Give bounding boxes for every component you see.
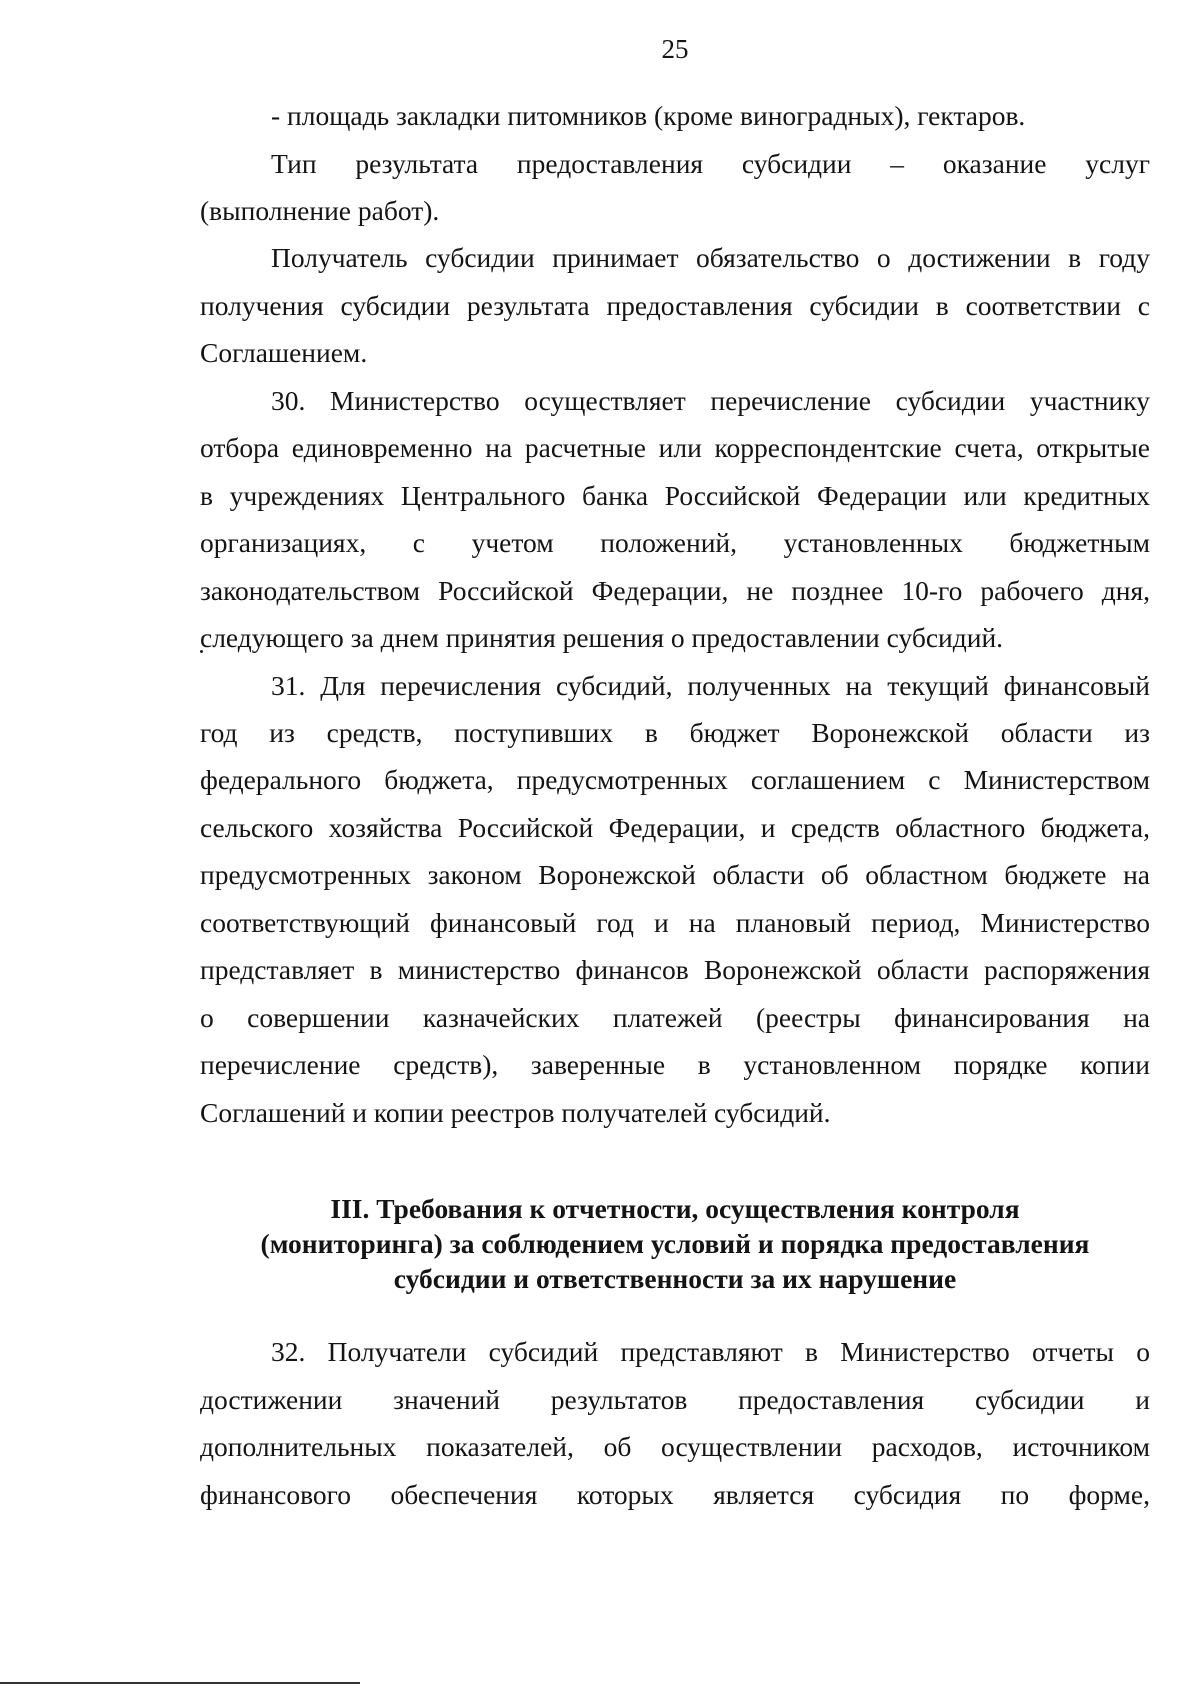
paragraph-line: финансового обеспечения которых является субсидия по форме, [200, 1479, 1150, 1510]
page-number-text: 25 [661, 34, 689, 64]
section-heading-line: III. Требования к отчетности, осуществления контроля [330, 1193, 1020, 1224]
paragraph-line: Соглашений и копии реестров получателей субсидий. [200, 1097, 831, 1128]
paragraph-line: достижении значений результатов предоставления субсидии и [200, 1384, 1150, 1415]
paragraph-line: предусмотренных законом Воронежской области об областном бюджете на [200, 859, 1150, 890]
paragraph-line: законодательством Российской Федерации, не позднее 10-го рабочего дня, [200, 575, 1150, 606]
paragraph-line: 30. Министерство осуществляет перечисление субсидии участнику [271, 385, 1150, 416]
paragraph-line: 31. Для перечисления субсидий, полученных на текущий финансовый [271, 670, 1150, 701]
paragraph-line: перечисление средств), заверенные в установленном порядке копии [200, 1049, 1150, 1080]
paragraph-line: представляет в министерство финансов Воронежской области распоряжения [200, 954, 1150, 985]
section-heading-line: (мониторинга) за соблюдением условий и порядка предоставления [260, 1228, 1090, 1259]
paragraph-line: Тип результата предоставления субсидии – оказание услуг [271, 148, 1150, 179]
paragraph-line: Получатель субсидии принимает обязательство о достижении в году [271, 242, 1150, 273]
paragraph-line: отбора единовременно на расчетные или корреспондентские счета, открытые [200, 432, 1150, 463]
paragraph-line: - площадь закладки питомников (кроме виноградных), гектаров. [271, 100, 1026, 131]
section-heading-line: субсидии и ответственности за их нарушение [393, 1263, 957, 1294]
paragraph-line: соответствующий финансовый год и на плановый период, Министерство [200, 907, 1150, 938]
paragraph-line: Соглашением. [200, 337, 368, 368]
bottom-rule [0, 1682, 360, 1684]
paragraph-line: 32. Получатели субсидий представляют в Министерство отчеты о [271, 1336, 1150, 1367]
paragraph-line: о совершении казначейских платежей (реестры финансирования на [200, 1002, 1150, 1033]
paragraph-line: (выполнение работ). [200, 195, 440, 226]
paragraph-line: получения субсидии результата предоставления субсидии в соответствии с [200, 290, 1150, 321]
paragraph-line: федерального бюджета, предусмотренных соглашением с Министерством [200, 764, 1150, 795]
paragraph-line: сельского хозяйства Российской Федерации, и средств областного бюджета, [200, 812, 1150, 843]
paragraph-line: год из средств, поступивших в бюджет Воронежской области из [200, 717, 1150, 748]
paragraph-line: дополнительных показателей, об осуществлении расходов, источником [200, 1431, 1150, 1462]
paragraph-line: организациях, с учетом положений, установленных бюджетным [200, 527, 1150, 558]
paragraph-line: следующего за днем принятия решения о предоставлении субсидий. [200, 622, 1004, 653]
page-number [0, 32, 1200, 66]
paragraph-line: в учреждениях Центрального банка Российской Федерации или кредитных [200, 480, 1150, 511]
